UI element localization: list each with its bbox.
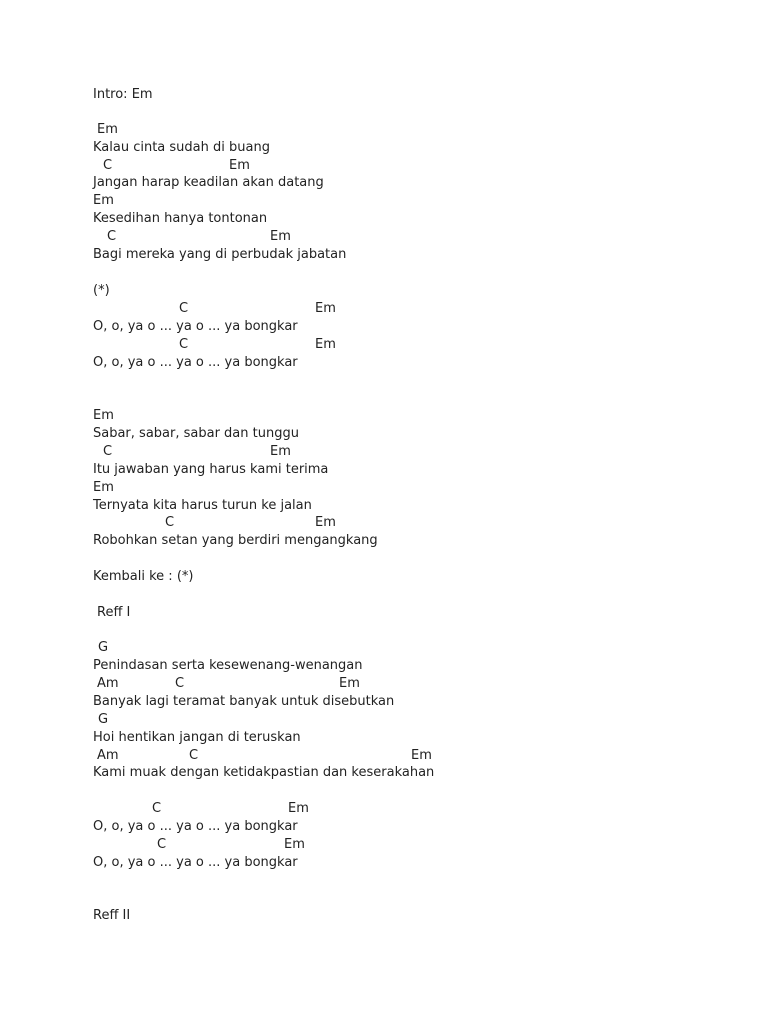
chord: C <box>103 158 113 173</box>
chord: C <box>157 837 167 852</box>
lyric-line: Bagi mereka yang di perbudak jabatan <box>93 247 347 262</box>
lyric-line: Itu jawaban yang harus kami terima <box>93 462 329 477</box>
chord: G <box>98 712 109 727</box>
back-to-chorus: Kembali ke : (*) <box>93 569 194 584</box>
chord: Em <box>229 158 250 173</box>
chord: Em <box>411 748 432 763</box>
lyric-line: Kesedihan hanya tontonan <box>93 211 268 226</box>
chorus-marker: (*) <box>93 283 110 298</box>
chord: Em <box>270 229 291 244</box>
chord: Am <box>97 748 119 763</box>
lyric-line: Ternyata kita harus turun ke jalan <box>93 498 312 513</box>
lyric-line: O, o, ya o ... ya o ... ya bongkar <box>93 319 298 334</box>
chord: Em <box>93 480 114 495</box>
chord: G <box>98 640 109 655</box>
chord: Em <box>339 676 360 691</box>
chord: Em <box>93 408 114 423</box>
lyric-line: Penindasan serta kesewenang-wenangan <box>93 658 363 673</box>
chord: C <box>175 676 185 691</box>
lyric-line: Robohkan setan yang berdiri mengangkang <box>93 533 378 548</box>
chord: C <box>179 337 189 352</box>
lyric-line: O, o, ya o ... ya o ... ya bongkar <box>93 819 298 834</box>
lyric-line: Kami muak dengan ketidakpastian dan keserakahan <box>93 765 435 780</box>
chord: Em <box>93 193 114 208</box>
lyric-line: Jangan harap keadilan akan datang <box>93 175 324 190</box>
chord: Em <box>97 122 118 137</box>
chord: Em <box>288 801 309 816</box>
chord: Em <box>315 515 336 530</box>
chord: C <box>189 748 199 763</box>
lyric-line: Banyak lagi teramat banyak untuk disebutkan <box>93 694 395 709</box>
chord: C <box>179 301 189 316</box>
chord: C <box>103 444 113 459</box>
chord: C <box>152 801 162 816</box>
section-title-reff-2: Reff II <box>93 908 131 923</box>
lyric-line: Sabar, sabar, sabar dan tunggu <box>93 426 299 441</box>
lyric-line: Kalau cinta sudah di buang <box>93 140 270 155</box>
chord: Am <box>97 676 119 691</box>
section-title-reff-1: Reff I <box>97 605 131 620</box>
intro-line: Intro: Em <box>93 87 153 102</box>
lyric-line: O, o, ya o ... ya o ... ya bongkar <box>93 355 298 370</box>
chord: Em <box>315 301 336 316</box>
chord: Em <box>270 444 291 459</box>
chord: Em <box>284 837 305 852</box>
chord: C <box>165 515 175 530</box>
lyric-line: Hoi hentikan jangan di teruskan <box>93 730 301 745</box>
chord: C <box>107 229 117 244</box>
chord: Em <box>315 337 336 352</box>
lyric-line: O, o, ya o ... ya o ... ya bongkar <box>93 855 298 870</box>
